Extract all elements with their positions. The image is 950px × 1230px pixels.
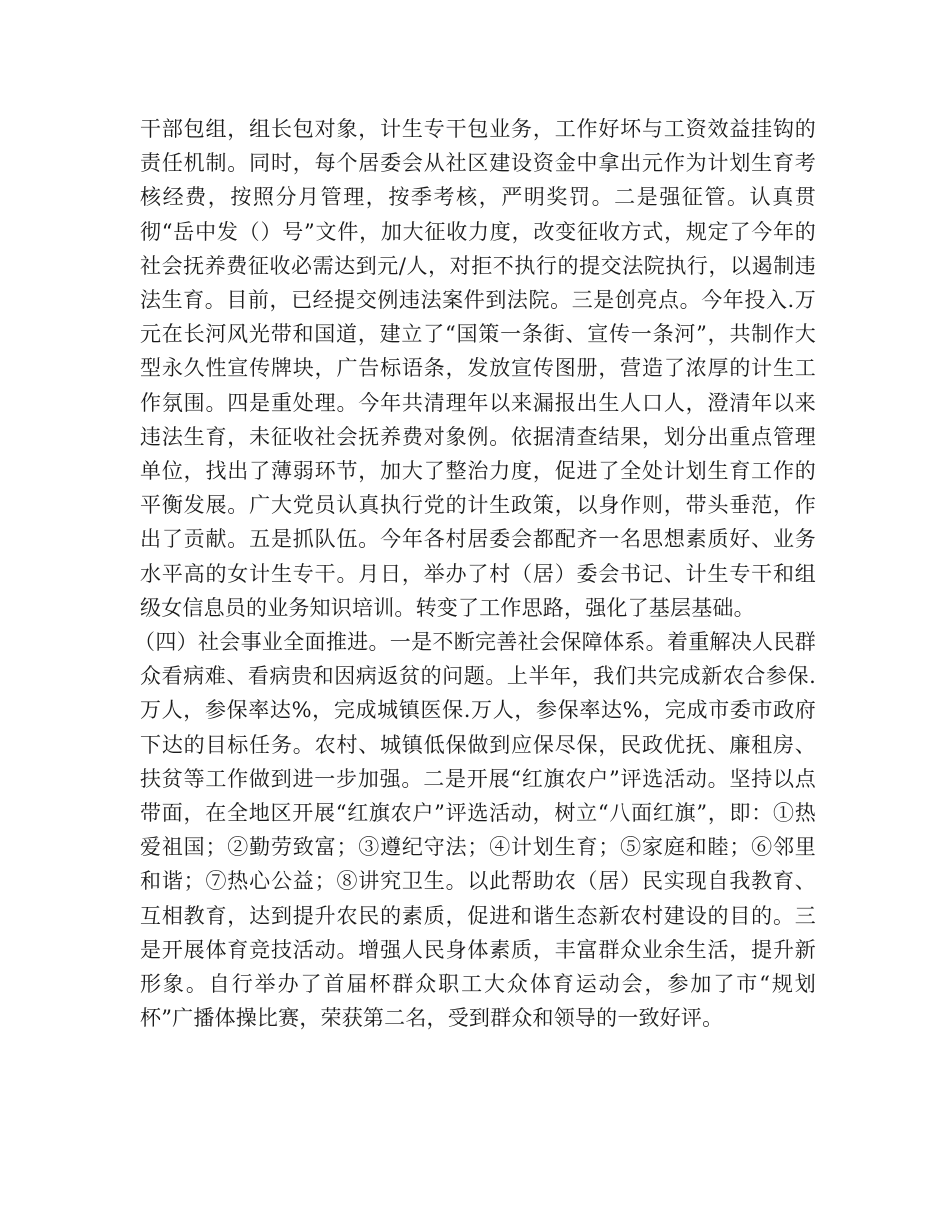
paragraph-family-planning: 干部包组，组长包对象，计生专干包业务，工作好坏与工资效益挂钩的责任机制。同时，每个居委会从社区建设资金中拿出元作为计划生育考核经费，按照分月管理，按季考核，严明奖罚。二是强征管。认真贯彻“岳中发（）号”文件，加大征收力度，改变征收方式，规定了今年的社会抚养费征收必需达到元/人，对拒不执行的提交法院执行，以遏制违法生育。目前，已经提交例违法案件到法院。三是创亮点。今年投入.万元在长河风光带和国道，建立了“国策一条街、宣传一条河”，共制作大型永久性宣传牌块，广告标语条，发放宣传图册，营造了浓厚的计生工作氛围。四是重处理。今年共清理年以来漏报出生人口人，澄清年以来违法生育，未征收社会抚养费对象例。依据清查结果，划分出重点管理单位，找出了薄弱环节，加大了整治力度，促进了全处计划生育工作的平衡发展。广大党员认真执行党的计生政策，以身作则，带头垂范，作出了贡献。五是抓队伍。今年各村居委会都配齐一名思想素质好、业务水平高的女计生专干。月日，举办了村（居）委会书记、计生专干和组级女信息员的业务知识培训。转变了工作思路，强化了基层基础。	[140, 117, 816, 620]
paragraph-social-undertakings: （四）社会事业全面推进。一是不断完善社会保障体系。着重解决人民群众看病难、看病贵和因病返贫的问题。上半年，我们共完成新农合参保.万人，参保率达%，完成城镇医保.万人，参保率达%，完成市委市政府下达的目标任务。农村、城镇低保做到应保尽保，民政优抚、廉租房、扶贫等工作做到进一步加强。二是开展“红旗农户”评选活动。坚持以点带面，在全地区开展“红旗农户”评选活动，树立“八面红旗”，即：①热爱祖国；②勤劳致富；③遵纪守法；④计划生育；⑤家庭和睦；⑥邻里和谐；⑦热心公益；⑧讲究卫生。以此帮助农（居）民实现自我教育、互相教育，达到提升农民的素质，促进和谐生态新农村建设的目的。三是开展体育竞技活动。增强人民身体素质，丰富群众业余生活，提升新形象。自行举办了首届杯群众职工大众体育运动会，参加了市“规划杯”广播体操比赛，荣获第二名，受到群众和领导的一致好评。	[134, 630, 816, 1031]
document-body	[134, 112, 816, 1035]
